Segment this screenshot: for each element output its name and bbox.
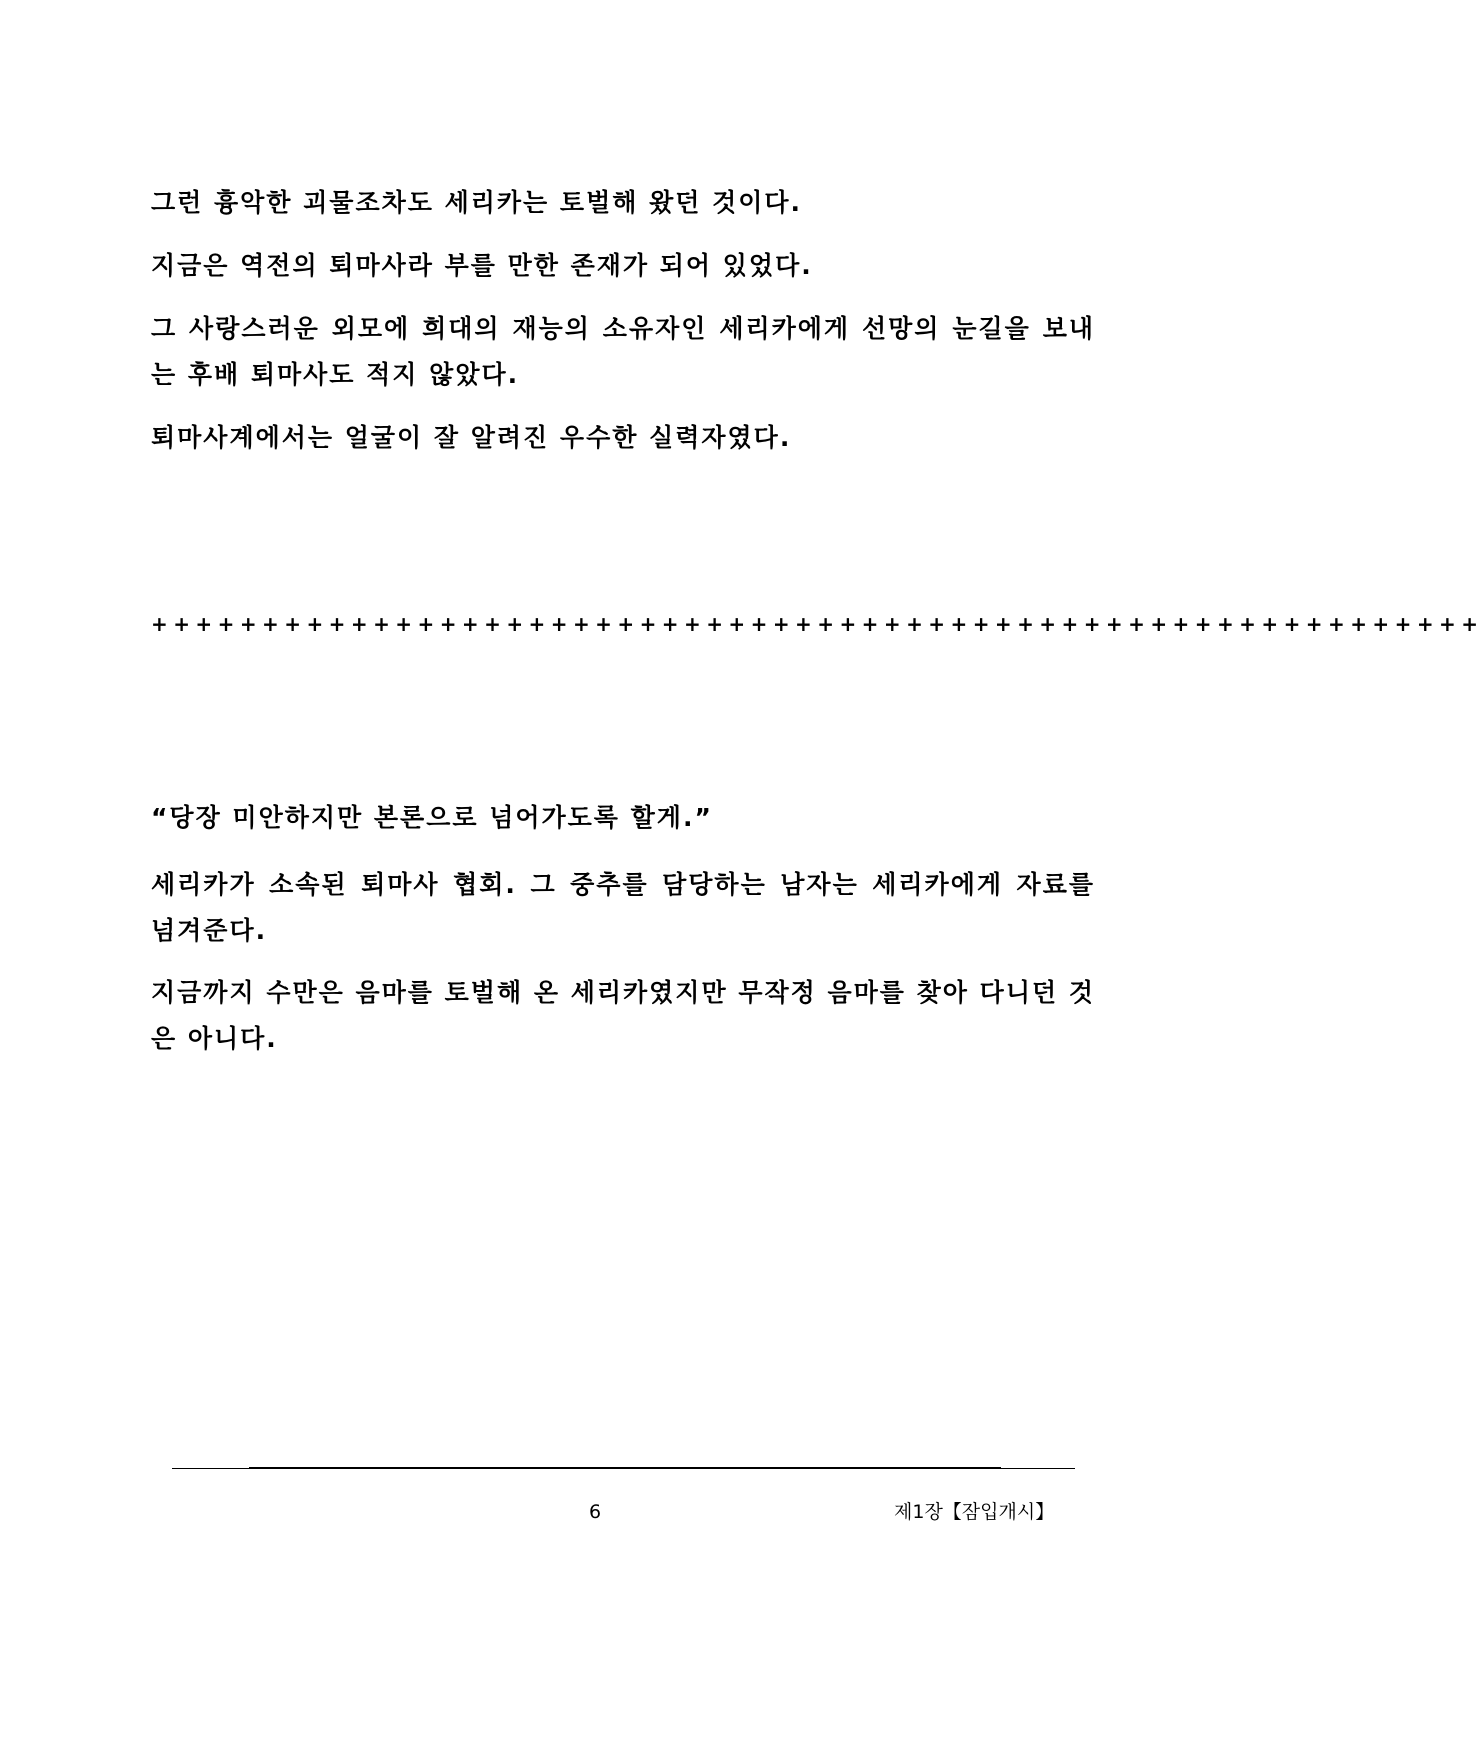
paragraph-7: 지금까지 수만은 음마를 토벌해 온 세리카였지만 무작정 음마를 찾아 다니던 것은 아니다. (151, 978, 1095, 1053)
paragraph-1: 그런 흉악한 괴물조차도 세리카는 토벌해 왔던 것이다. (151, 188, 803, 217)
paragraph-6: 세리카가 소속된 퇴마사 협회. 그 중추를 담당하는 남자는 세리카에게 자료를 넘겨준다. (151, 870, 1095, 945)
paragraph-5: “당장 미안하지만 본론으로 넘어가도록 할게.” (151, 803, 713, 832)
paragraph-2: 지금은 역전의 퇴마사라 부를 만한 존재가 되어 있었다. (151, 251, 813, 280)
footer-rule-emphasis (249, 1467, 1001, 1469)
paragraph-3: 그 사랑스러운 외모에 희대의 재능의 소유자인 세리카에게 선망의 눈길을 보내는 후배 퇴마사도 적지 않았다. (151, 314, 1095, 389)
page-number: 6 (589, 1501, 602, 1523)
paragraph-4: 퇴마사계에서는 얼굴이 잘 알려진 우수한 실력자였다. (151, 423, 792, 452)
chapter-label: 제1장【잠입개시】 (894, 1501, 1055, 1523)
section-separator: ++++++++++++++++++++++++++++++++++++++++++++++++++++++++++++ (151, 612, 1483, 636)
